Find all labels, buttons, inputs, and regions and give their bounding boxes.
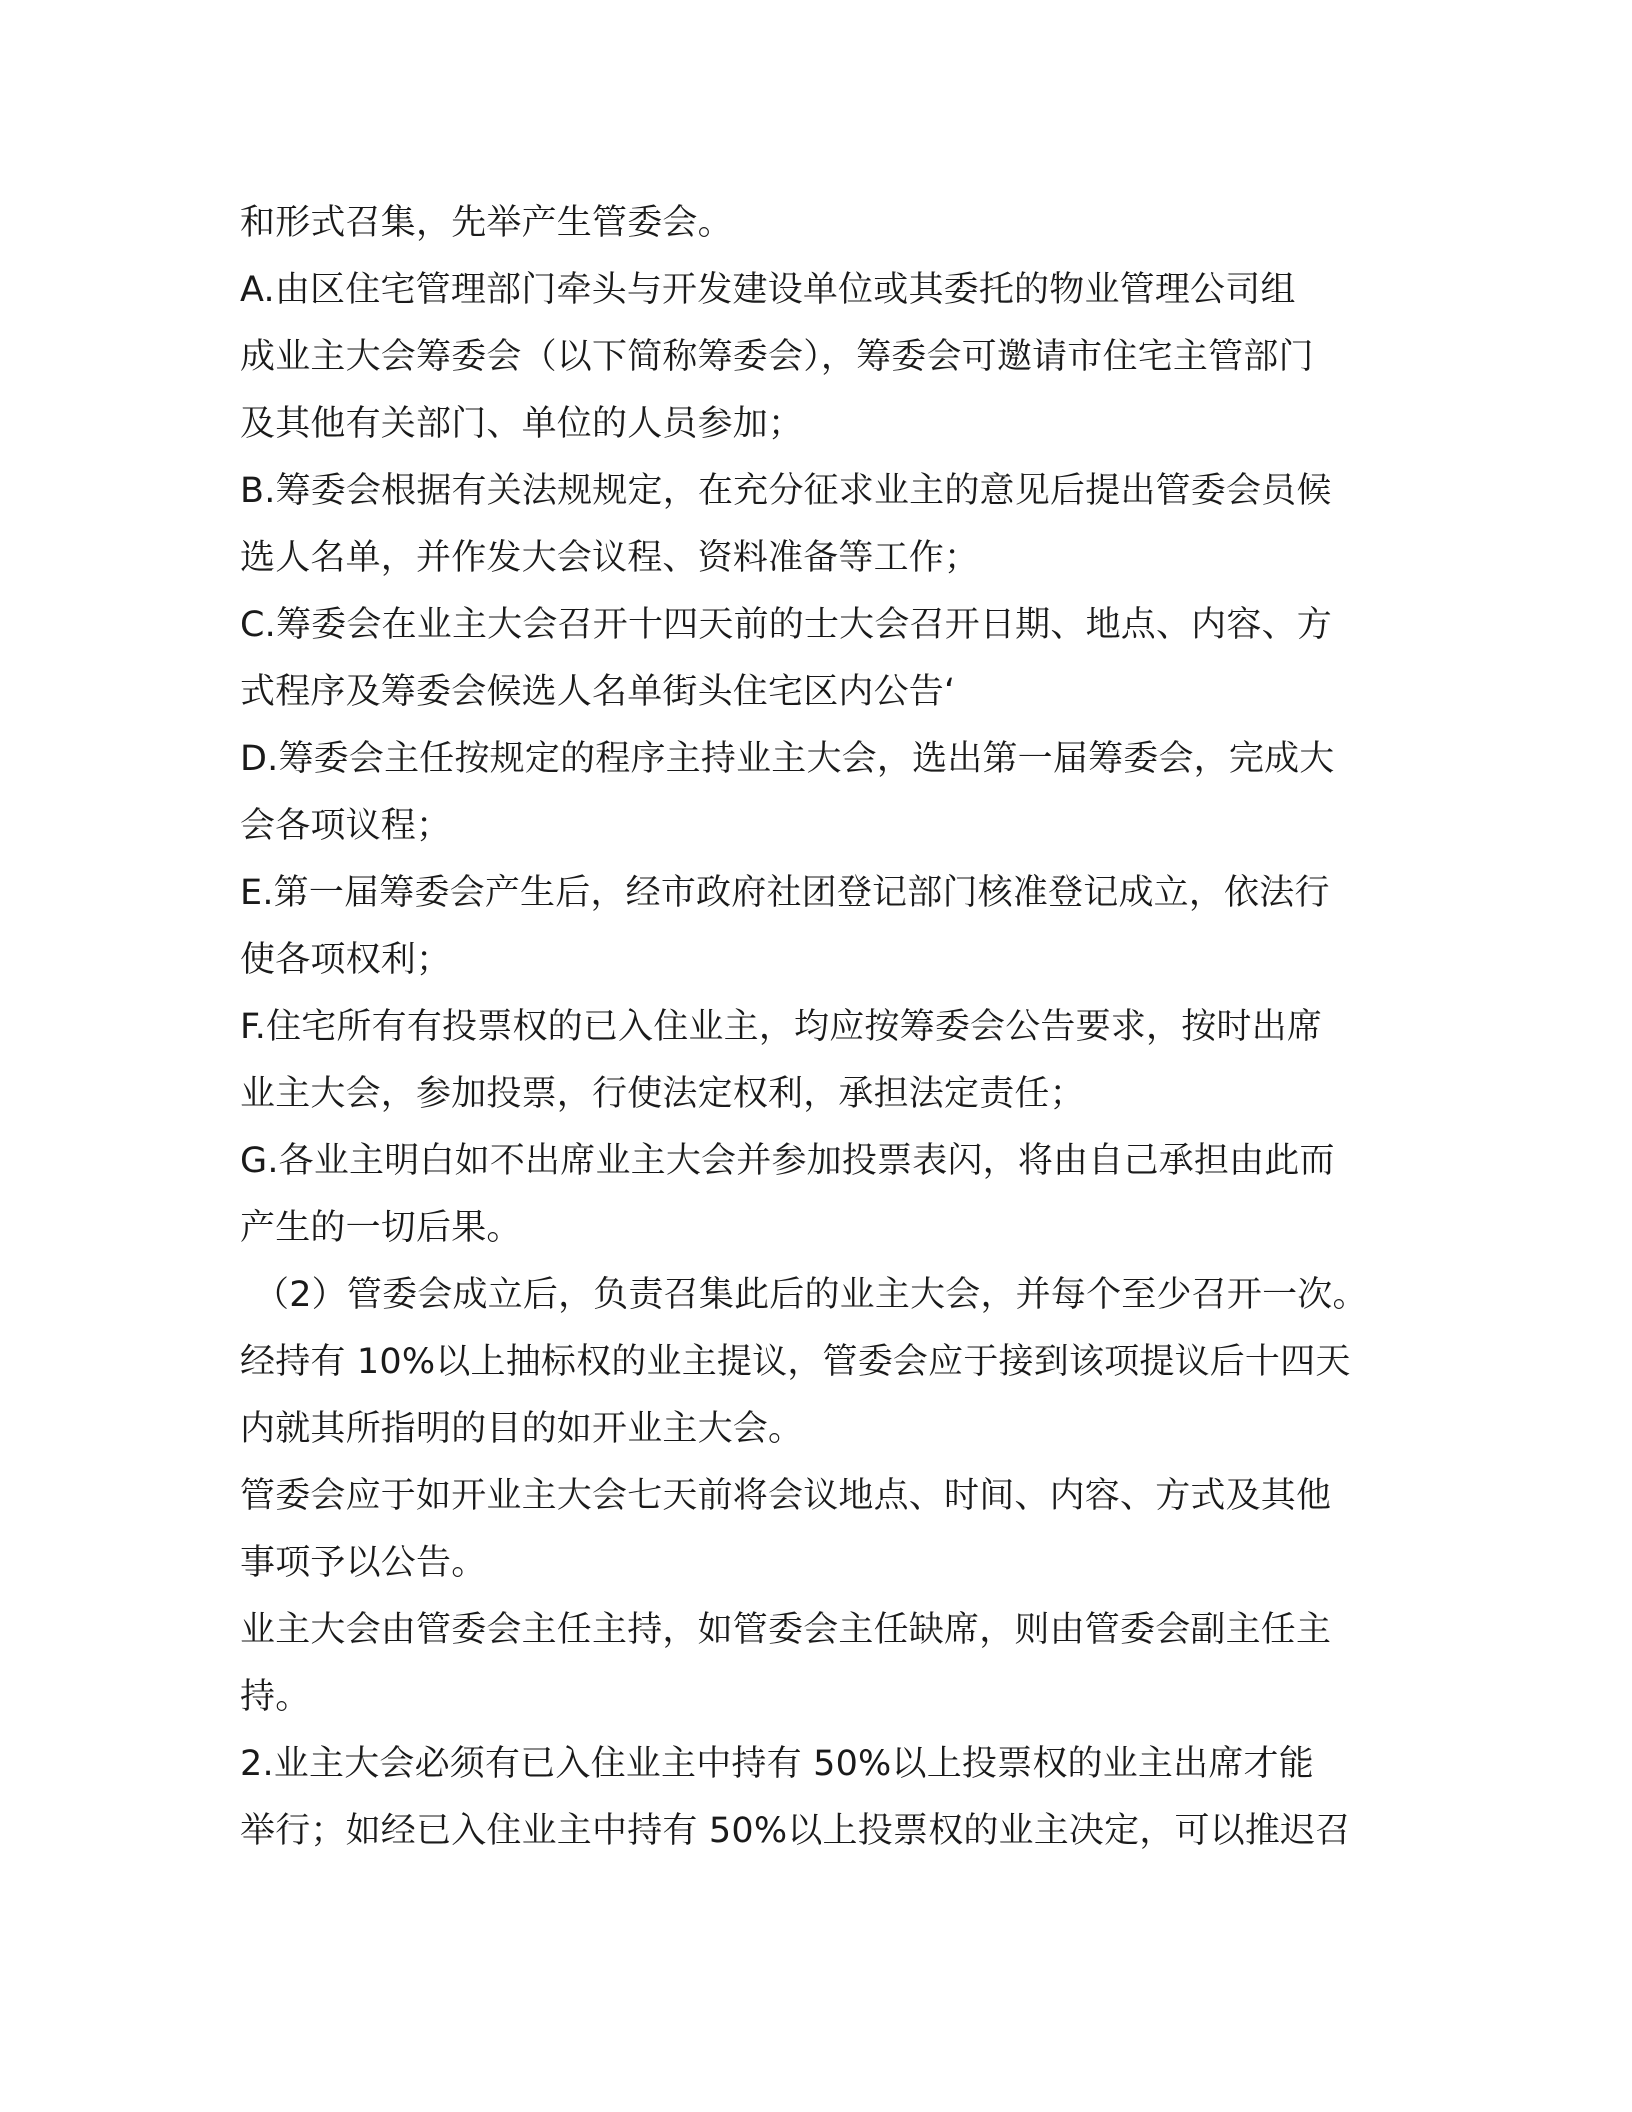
text-line: 持。 <box>240 1677 311 1717</box>
text-line: D.筹委会主任按规定的程序主持业主大会，选出第一届筹委会，完成大 <box>240 739 1335 779</box>
text-line: 及其他有关部门、单位的人员参加； <box>240 404 804 444</box>
text-line: C.筹委会在业主大会召开十四天前的士大会召开日期、地点、内容、方 <box>240 605 1332 645</box>
text-line: 内就其所指明的目的如开业主大会。 <box>240 1409 804 1449</box>
text-line: 式程序及筹委会候选人名单街头住宅区内公告‘ <box>240 672 956 712</box>
text-line: 选人名单，并作发大会议程、资料准备等工作； <box>240 538 980 578</box>
text-line: 管委会应于如开业主大会七天前将会议地点、时间、内容、方式及其他 <box>240 1476 1332 1516</box>
document-body <box>240 190 1400 1865</box>
text-line: 业主大会由管委会主任主持，如管委会主任缺席，则由管委会副主任主 <box>240 1610 1332 1650</box>
text-line: A.由区住宅管理部门牵头与开发建设单位或其委托的物业管理公司组 <box>240 270 1296 310</box>
text-line: G.各业主明白如不出席业主大会并参加投票表闪，将由自己承担由此而 <box>240 1141 1335 1181</box>
text-line: （2）管委会成立后，负责召集此后的业主大会，并每个至少召开一次。 <box>254 1275 1368 1315</box>
text-line: F.住宅所有有投票权的已入住业主，均应按筹委会公告要求，按时出席 <box>240 1007 1323 1047</box>
text-line: 举行；如经已入住业主中持有 50%以上投票权的业主决定，可以推迟召 <box>240 1811 1351 1851</box>
text-line: 会各项议程； <box>240 806 452 846</box>
text-line: 2.业主大会必须有已入住业主中持有 50%以上投票权的业主出席才能 <box>240 1744 1314 1784</box>
text-line: 使各项权利； <box>240 940 452 980</box>
text-line: 经持有 10%以上抽标权的业主提议，管委会应于接到该项提议后十四天 <box>240 1342 1351 1382</box>
text-line: 产生的一切后果。 <box>240 1208 522 1248</box>
text-line: 事项予以公告。 <box>240 1543 487 1583</box>
text-line: 成业主大会筹委会（以下简称筹委会），筹委会可邀请市住宅主管部门 <box>240 337 1314 377</box>
text-line: 业主大会，参加投票，行使法定权利，承担法定责任； <box>240 1074 1085 1114</box>
text-line: E.第一届筹委会产生后，经市政府社团登记部门核准登记成立，依法行 <box>240 873 1330 913</box>
text-line: 和形式召集，先举产生管委会。 <box>240 203 733 243</box>
text-line: B.筹委会根据有关法规规定，在充分征求业主的意见后提出管委会员候 <box>240 471 1332 511</box>
